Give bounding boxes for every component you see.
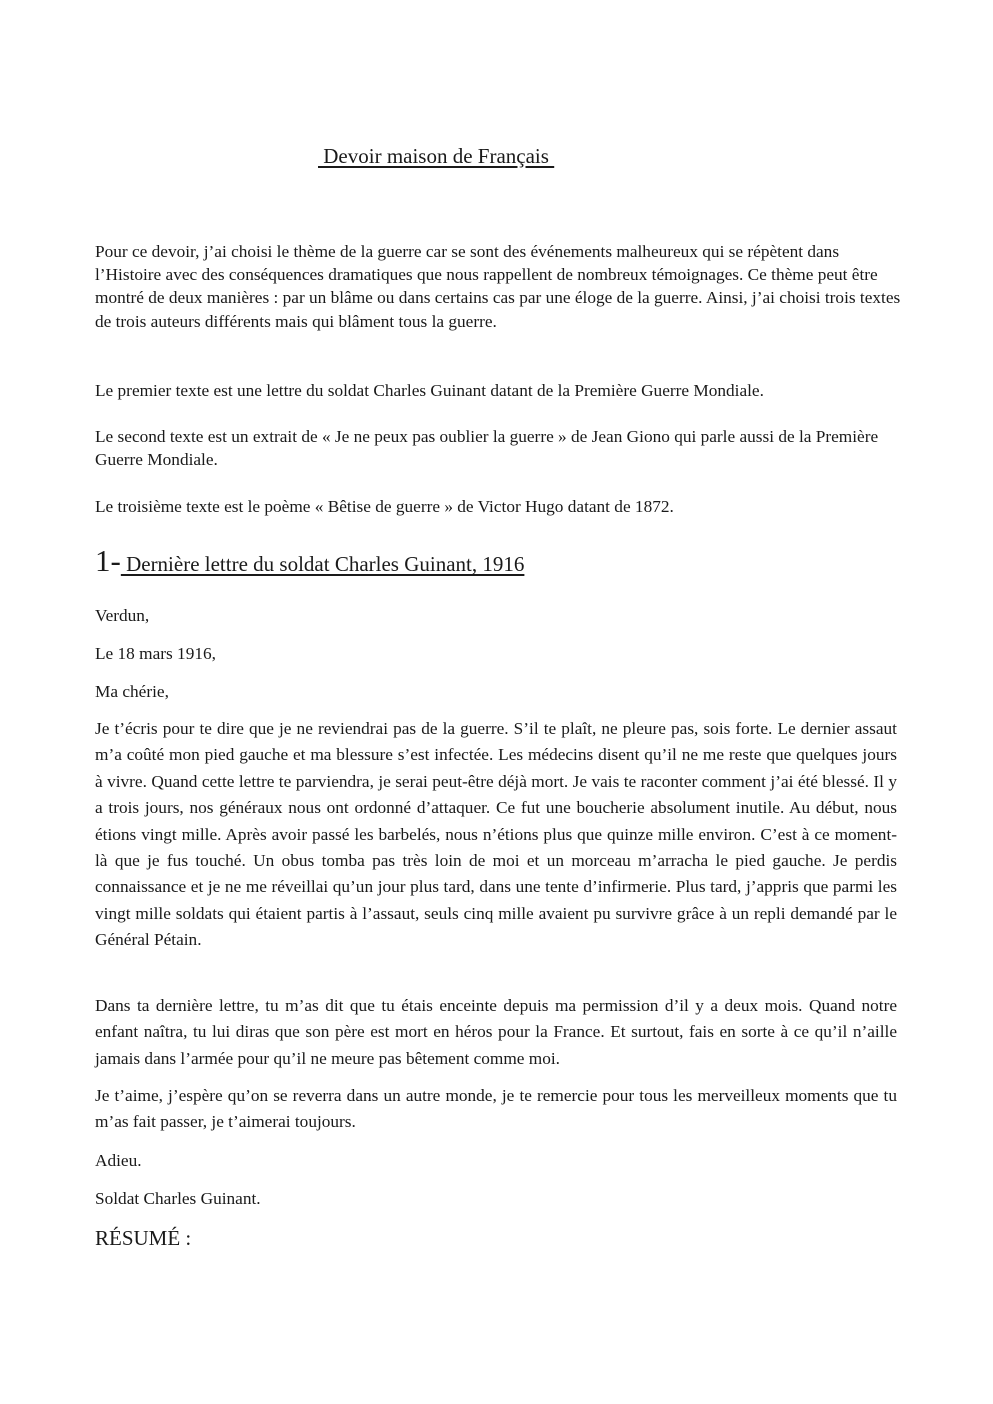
document-title: Devoir maison de Français [318, 144, 555, 168]
section-heading [95, 541, 524, 584]
letter-paragraph: Dans ta dernière lettre, tu m’as dit que tu étais enceinte depuis ma permission d’il y a deux mois. Quand notre enfant naîtra, tu lui diras que son père est mort en héros pour la France. Et surtout, fais en sorte à ce qu’il n’aille jamais dans l’armée pour qu’il ne meure pas bêtement comme moi. [95, 996, 897, 1068]
letter-signature: Soldat Charles Guinant. [95, 1189, 261, 1208]
letter-greeting: Ma chérie, [95, 682, 169, 701]
section-number: 1- [95, 543, 121, 578]
letter-date: Le 18 mars 1916, [95, 644, 216, 663]
intro-paragraph: Le premier texte est une lettre du soldat Charles Guinant datant de la Première Guerre Mondiale. [95, 381, 764, 400]
intro-paragraph: Le troisième texte est le poème « Bêtise de guerre » de Victor Hugo datant de 1872. [95, 497, 674, 516]
section-title: Dernière lettre du soldat Charles Guinant, 1916 [120, 552, 525, 576]
intro-paragraph: Pour ce devoir, j’ai choisi le thème de la guerre car se sont des événements malheureux qui se répètent dans l’Histoire avec des conséquences dramatiques que nous rappellent de nombreux témoignages. Ce thème peut être montré de deux manières : par un blâme ou dans certains cas par une éloge de la guerre. Ainsi, j’ai choisi trois textes de trois auteurs différents mais qui blâment tous la guerre. [95, 242, 901, 331]
intro-paragraph: Le second texte est un extrait de « Je ne peux pas oublier la guerre » de Jean Giono qui parle aussi de la Première Guerre Mondiale. [95, 427, 879, 470]
letter-paragraph: Je t’aime, j’espère qu’on se reverra dans un autre monde, je te remercie pour tous les merveilleux moments que tu m’as fait passer, je t’aimerai toujours. [95, 1086, 897, 1132]
letter-paragraph: Je t’écris pour te dire que je ne reviendrai pas de la guerre. S’il te plaît, ne pleure pas, sois forte. Le dernier assaut m’a coûté mon pied gauche et ma blessure s’est infectée. Les médecins disent qu’il ne me reste que quelques jours à vivre. Quand cette lettre te parviendra, je serai peut-être déjà mort. Je vais te raconter comment j’ai été blessé. Il y a trois jours, nos généraux nous ont ordonné d’attaquer. Ce fut une boucherie absolument inutile. Au début, nous étions vingt mille. Après avoir passé les barbelés, nous n’étions plus que quinze mille environ. C’est à ce moment-là que je fus touché. Un obus tomba pas très loin de moi et un morceau m’arracha le pied gauche. Je perdis connaissance et je ne me réveillai qu’un jour plus tard, dans une tente d’infirmerie. Plus tard, j’appris que parmi les vingt mille soldats qui étaient partis à l’assaut, seuls cinq mille avaient pu survivre grâce à un repli demandé par le Général Pétain. [95, 719, 897, 950]
resume-heading: RÉSUMÉ : [95, 1226, 192, 1250]
letter-closing: Adieu. [95, 1151, 142, 1170]
letter-place: Verdun, [95, 606, 150, 625]
